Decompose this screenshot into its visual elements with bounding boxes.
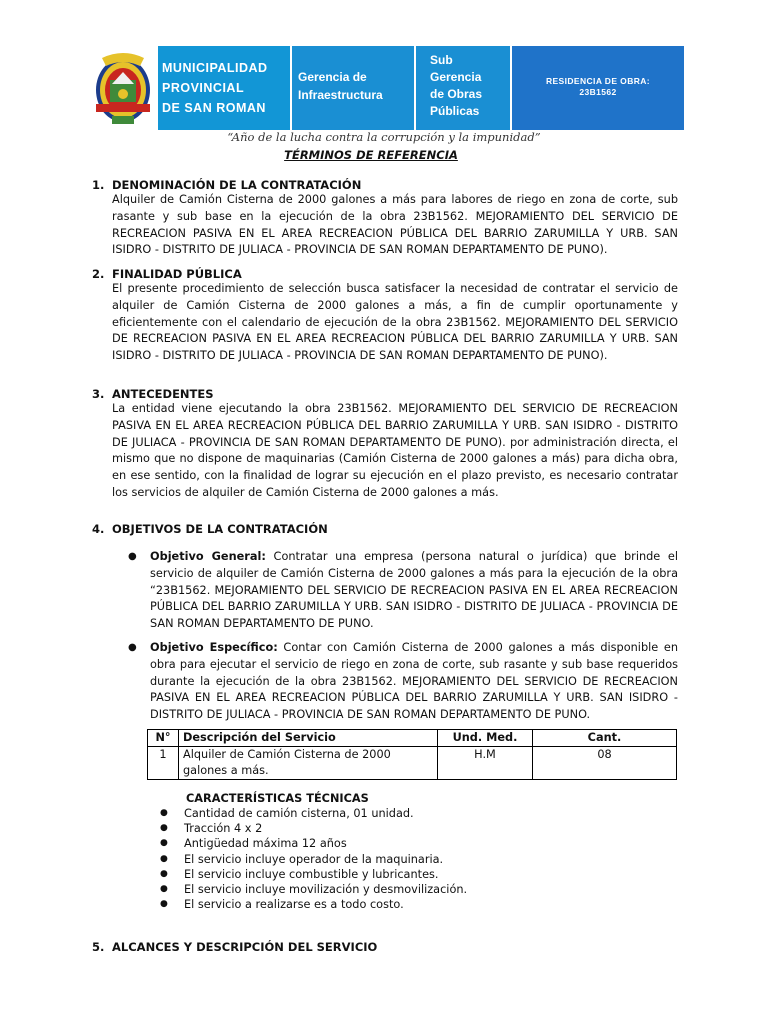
sub-management-line-2: Gerencia	[430, 70, 482, 84]
bullet-icon: ●	[160, 853, 168, 864]
municipal-coat-of-arms-logo	[92, 50, 154, 126]
table-header-row	[148, 730, 677, 747]
bullet-icon: ●	[160, 884, 168, 895]
section-title: DENOMINACIÓN DE LA CONTRATACIÓN	[112, 178, 362, 192]
bullet-icon: ●	[160, 899, 168, 910]
list-item	[160, 852, 467, 867]
list-item	[160, 867, 467, 882]
bullet-icon: ●	[128, 551, 137, 562]
list-item	[160, 821, 467, 836]
list-item-text: Cantidad de camión cisterna, 01 unidad.	[184, 807, 414, 820]
table-header-cell: N°	[148, 730, 179, 747]
sub-management-line-4: Públicas	[430, 104, 480, 118]
table-header-cell: Descripción del Servicio	[179, 730, 438, 747]
list-item-text: Tracción 4 x 2	[184, 822, 263, 836]
objective-general	[150, 549, 678, 633]
table-row	[148, 747, 677, 780]
objective-specific-text: Contar con Camión Cisterna de 2000 galones a más disponible en obra para ejecutar el servicio de riego en zona de corte, sub rasante y sub base requeridos durante la ejecución de la obra 23B1562. MEJORAMIENTO DEL SERVICIO DE RECREACION PASIVA EN EL AREA RECREACION PÚBLICA DEL BARRIO ZARUMILLA Y URB. SAN ISIDRO - DISTRITO DE JULIACA - PROVINCIA DE SAN ROMAN DEPARTAMENTO DE PUNO.	[150, 641, 678, 722]
section-paragraph: La entidad viene ejecutando la obra 23B1562. MEJORAMIENTO DEL SERVICIO DE RECREACION PASIVA EN EL AREA RECREACION PÚBLICA DEL BARRIO ZARUMILLA Y URB. SAN ISIDRO - DISTRITO DE JULIACA - PROVINCIA DE SAN ROMAN DEPARTAMENTO DE PUNO). por administración directa, el mismo que no dispone de maquinarias (Camión Cisterna de 2000 galones a más) para dicha obra, en ese sentido, con la finalidad de lograr su ejecución en el plazo previsto, es necesario contratar los servicios de alquiler de Camión Cisterna de 2000 galones a más.	[112, 402, 678, 499]
section-heading	[92, 940, 377, 954]
residency-line-1: RESIDENCIA DE OBRA:	[545, 76, 651, 86]
header-residency-block	[512, 46, 684, 130]
objective-specific	[150, 640, 678, 724]
table-cell: H.M	[438, 747, 533, 780]
bullet-icon: ●	[160, 838, 168, 849]
section-title: ANTECEDENTES	[112, 387, 214, 401]
bullet-icon: ●	[128, 642, 137, 653]
objective-general-text: Contratar una empresa (persona natural o jurídica) que brinde el servicio de alquiler de Camión Cisterna de 2000 galones a más para la ejecución de la obra “23B1562. MEJORAMIENTO DEL SERVICIO DE RECREACION PASIVA EN EL AREA RECREACION PÚBLICA DEL BARRIO ZARUMILLA Y URB. SAN ISIDRO - DISTRITO DE JULIACA - PROVINCIA DE SAN ROMAN DEPARTAMENTO DE PUNO.	[150, 550, 679, 631]
municipality-line-3: DE SAN ROMAN	[162, 101, 266, 115]
list-item-text: El servicio incluye operador de la maquinaria.	[184, 852, 444, 866]
objective-general-label: Objetivo General:	[150, 550, 266, 563]
list-item	[160, 836, 467, 851]
technical-characteristics-title: CARACTERÍSTICAS TÉCNICAS	[186, 792, 369, 805]
document-title: TÉRMINOS DE REFERENCIA	[284, 148, 458, 162]
section-number: 1.	[92, 178, 105, 192]
list-item-text: El servicio a realizarse es a todo costo.	[184, 898, 404, 912]
service-table	[147, 729, 677, 780]
municipality-line-1: MUNICIPALIDAD	[162, 61, 268, 75]
list-item	[160, 806, 467, 821]
bullet-icon: ●	[160, 868, 168, 879]
section-heading	[92, 522, 328, 536]
list-item-text: Antigüedad máxima 12 años	[184, 837, 347, 851]
table-header-cell: Und. Med.	[438, 730, 533, 747]
section-title: ALCANCES Y DESCRIPCIÓN DEL SERVICIO	[112, 940, 378, 954]
table-cell: 1	[148, 747, 179, 780]
residency-line-2: 23B1562	[579, 87, 617, 97]
section-heading	[92, 178, 361, 192]
header-sub-management-block	[416, 46, 510, 130]
sub-management-line-3: de Obras	[430, 87, 483, 101]
table-cell: 08	[533, 747, 677, 780]
technical-characteristics-list	[160, 806, 467, 912]
year-motto: “Año de la lucha contra la corrupción y la impunidad”	[227, 130, 541, 144]
bullet-icon: ●	[160, 823, 168, 834]
section-number: 4.	[92, 522, 105, 536]
section-title: OBJETIVOS DE LA CONTRATACIÓN	[112, 522, 328, 536]
section-paragraph: El presente procedimiento de selección busca satisfacer la necesidad de contratar el servicio de alquiler de Camión Cisterna de 2000 galones a más, a fin de cumplir oportunamente y eficientemente con el calendario de ejecución de la obra 23B1562. MEJORAMIENTO DEL SERVICIO DE RECREACION PASIVA EN EL AREA RECREACION PÚBLICA DEL BARRIO ZARUMILLA Y URB. SAN ISIDRO - DISTRITO DE JULIACA - PROVINCIA DE SAN ROMAN DEPARTAMENTO DE PUNO).	[112, 282, 678, 363]
management-line-1: Gerencia de	[298, 70, 367, 84]
section-title: FINALIDAD PÚBLICA	[112, 267, 242, 281]
objective-specific-label: Objetivo Específico:	[150, 641, 278, 654]
table-header-cell: Cant.	[533, 730, 677, 747]
table-cell: Alquiler de Camión Cisterna de 2000 galones a más.	[179, 747, 438, 780]
section-number: 5.	[92, 940, 105, 954]
list-item	[160, 882, 467, 897]
municipality-line-2: PROVINCIAL	[162, 81, 245, 95]
list-item-text: El servicio incluye movilización y desmovilización.	[184, 883, 468, 897]
bullet-icon: ●	[160, 808, 168, 818]
header-management-block	[292, 46, 414, 130]
section-number: 3.	[92, 387, 105, 401]
management-line-2: Infraestructura	[298, 88, 383, 102]
list-item-text: El servicio incluye combustible y lubricantes.	[184, 867, 439, 881]
header-municipality-block	[158, 46, 290, 130]
section-paragraph: Alquiler de Camión Cisterna de 2000 galones a más para labores de riego en zona de corte, sub rasante y sub base en la ejecución de la obra 23B1562. MEJORAMIENTO DEL SERVICIO DE RECREACION PASIVA EN EL AREA RECREACION PÚBLICA DEL BARRIO ZARUMILLA Y URB. SAN ISIDRO - DISTRITO DE JULIACA - PROVINCIA DE SAN ROMAN DEPARTAMENTO DE PUNO).	[112, 193, 678, 257]
list-item	[160, 897, 467, 912]
section-number: 2.	[92, 267, 105, 281]
section-heading	[92, 267, 242, 281]
section-heading	[92, 387, 214, 401]
sub-management-line-1: Sub	[430, 53, 453, 67]
